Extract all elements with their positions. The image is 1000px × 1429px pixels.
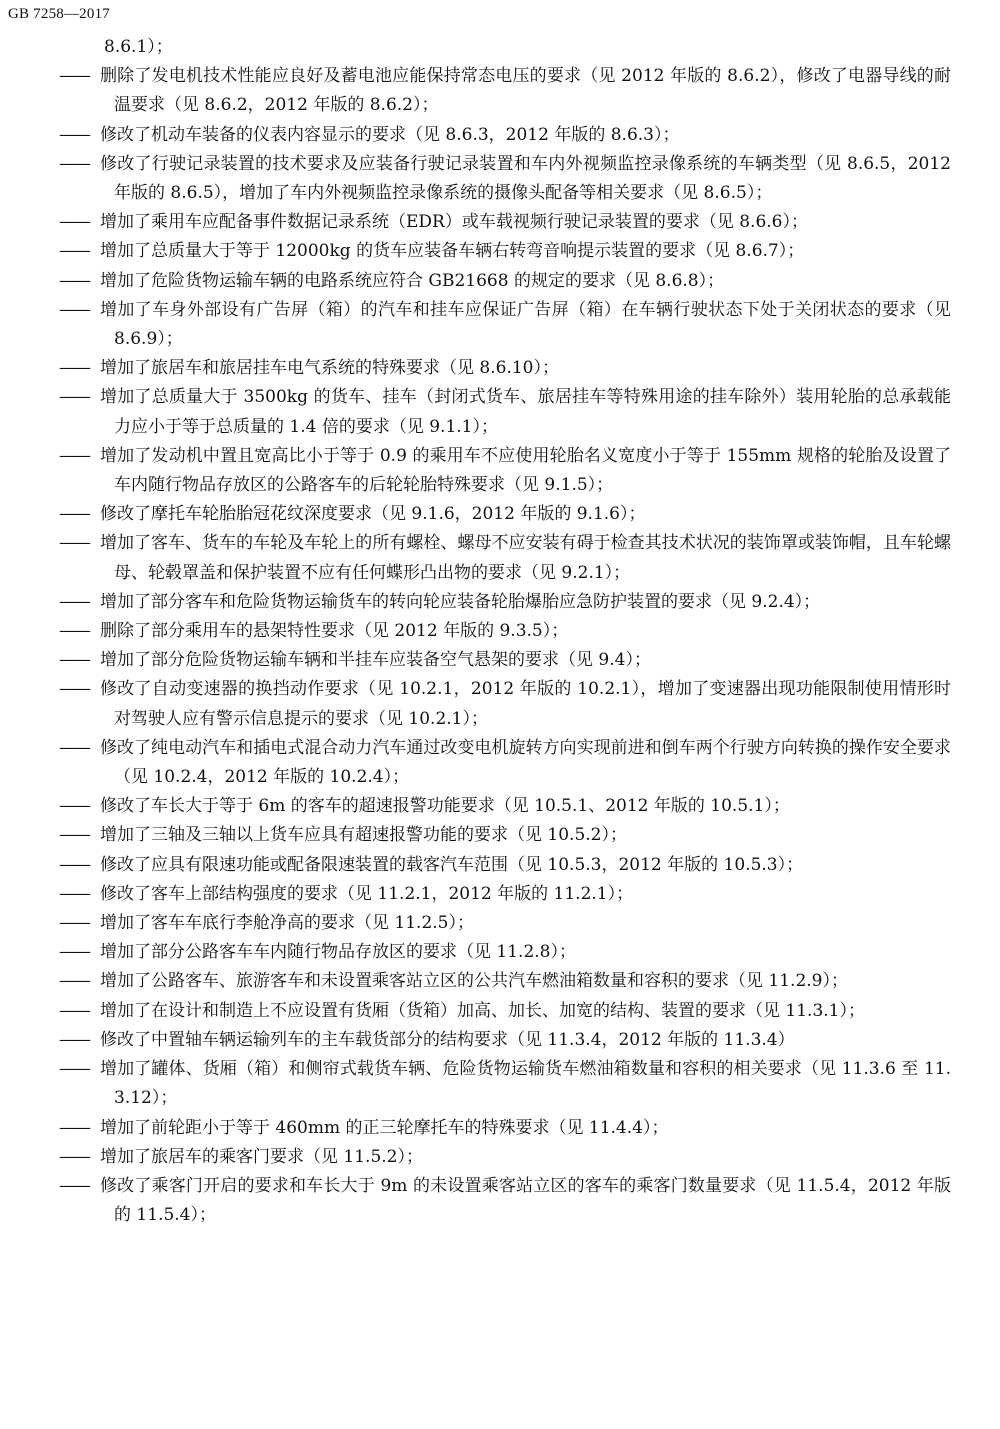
list-item-text: 修改了行驶记录装置的技术要求及应装备行驶记录装置和车内外视频监控录像系统的车辆类型（见 8.6.5，2012 年版的 8.6.5），增加了车内外视频监控录像系统的摄像头配备等相关要求（见 8.6.5）； xyxy=(100,153,951,203)
list-item-text: 增加了总质量大于 3500kg 的货车、挂车（封闭式货车、旅居挂车等特殊用途的挂车除外）装用轮胎的总承载能力应小于等于总质量的 1.4 倍的要求（见 9.1.1）； xyxy=(100,387,951,437)
list-item-text: 修改了机动车装备的仪表内容显示的要求（见 8.6.3，2012 年版的 8.6.3）； xyxy=(100,124,680,145)
list-bullet-dash: —— xyxy=(59,533,89,554)
list-item xyxy=(0,1143,1000,1172)
list-bullet-dash: —— xyxy=(59,825,89,846)
list-item-text: 修改了自动变速器的换挡动作要求（见 10.2.1，2012 年版的 10.2.1），增加了变速器出现功能限制使用情形时对驾驶人应有警示信息提示的要求（见 10.2.1）； xyxy=(100,679,951,729)
list-item xyxy=(0,675,1000,733)
list-item-text: 增加了部分公路客车车内随行物品存放区的要求（见 11.2.8）； xyxy=(100,942,576,963)
list-item-text: 修改了乘客门开启的要求和车长大于 9m 的未设置乘客站立区的客车的乘客门数量要求（见 11.5.4，2012 年版的 11.5.4）； xyxy=(100,1175,951,1226)
list-item-text: 增加了旅居车和旅居挂车电气系统的特殊要求（见 8.6.10）； xyxy=(100,358,559,379)
list-bullet-dash: —— xyxy=(59,358,89,379)
list-bullet-dash: —— xyxy=(59,66,89,87)
list-bullet-dash: —— xyxy=(59,971,89,992)
list-item xyxy=(0,150,1000,208)
list-bullet-dash: —— xyxy=(59,621,89,642)
list-bullet-dash: —— xyxy=(59,124,89,145)
list-bullet-dash: —— xyxy=(59,679,89,700)
list-item-text: 增加了发动机中置且宽高比小于等于 0.9 的乘用车不应使用轮胎名义宽度小于等于 155mm 规格的轮胎及设置了车内随行物品存放区的公路客车的后轮轮胎特殊要求（见 9.1.5）； xyxy=(100,445,951,496)
list-item xyxy=(0,442,1000,500)
list-bullet-dash: —— xyxy=(59,299,89,320)
list-item xyxy=(0,500,1000,529)
list-item-text: 增加了在设计和制造上不应设置有货厢（货箱）加高、加长、加宽的结构、装置的要求（见 11.3.1）； xyxy=(100,1000,865,1021)
list-item xyxy=(0,354,1000,383)
list-bullet-dash: —— xyxy=(59,1146,89,1167)
list-bullet-dash: —— xyxy=(59,153,89,174)
list-bullet-dash: —— xyxy=(59,650,89,671)
list-item xyxy=(0,1114,1000,1143)
list-item xyxy=(0,880,1000,909)
list-item xyxy=(0,1055,1000,1113)
list-bullet-dash: —— xyxy=(59,883,89,904)
list-item xyxy=(0,237,1000,266)
list-bullet-dash: —— xyxy=(59,737,89,758)
list-item-text: 增加了部分客车和危险货物运输货车的转向轮应装备轮胎爆胎应急防护装置的要求（见 9.2.4）； xyxy=(100,591,821,612)
list-item-text: 修改了纯电动汽车和插电式混合动力汽车通过改变电机旋转方向实现前进和倒车两个行驶方向转换的操作安全要求（见 10.2.4，2012 年版的 10.2.4）； xyxy=(100,737,951,788)
list-item xyxy=(0,792,1000,821)
list-bullet-dash: —— xyxy=(59,1117,89,1138)
list-item xyxy=(0,1026,1000,1055)
list-bullet-dash: —— xyxy=(59,1000,89,1021)
list-item xyxy=(0,967,1000,996)
list-item xyxy=(0,296,1000,354)
list-item-text: 增加了部分危险货物运输车辆和半挂车应装备空气悬架的要求（见 9.4）； xyxy=(100,650,651,671)
list-item xyxy=(0,208,1000,237)
list-bullet-dash: —— xyxy=(59,796,89,817)
list-bullet-dash: —— xyxy=(59,387,89,408)
list-item-text: 增加了旅居车的乘客门要求（见 11.5.2）； xyxy=(100,1146,423,1167)
list-item xyxy=(0,646,1000,675)
list-item-text: 删除了部分乘用车的悬架特性要求（见 2012 年版的 9.3.5）； xyxy=(100,621,569,642)
list-item-text: 增加了乘用车应配备事件数据记录系统（EDR）或车载视频行驶记录装置的要求（见 8.6.6）； xyxy=(100,212,808,233)
list-item-text: 增加了公路客车、旅游客车和未设置乘客站立区的公共汽车燃油箱数量和容积的要求（见 11.2.9）； xyxy=(100,971,848,992)
continuation-line: 8.6.1）； xyxy=(104,37,173,57)
list-item xyxy=(0,821,1000,850)
list-bullet-dash: —— xyxy=(59,1029,89,1050)
list-item xyxy=(0,62,1000,120)
list-item-text: 修改了车长大于等于 6m 的客车的超速报警功能要求（见 10.5.1、2012 年版的 10.5.1）； xyxy=(100,796,790,817)
list-item xyxy=(0,121,1000,150)
list-bullet-dash: —— xyxy=(59,241,89,262)
list-item xyxy=(0,997,1000,1026)
list-item-text: 增加了前轮距小于等于 460mm 的正三轮摩托车的特殊要求（见 11.4.4）； xyxy=(100,1117,669,1138)
list-item xyxy=(0,734,1000,792)
list-item-text: 修改了客车上部结构强度的要求（见 11.2.1，2012 年版的 11.2.1）； xyxy=(100,883,634,904)
list-item xyxy=(0,851,1000,880)
list-item xyxy=(0,267,1000,296)
list-item-text: 增加了客车车底行李舱净高的要求（见 11.2.5）； xyxy=(100,913,474,934)
list-bullet-dash: —— xyxy=(59,445,89,466)
standard-code-header: GB 7258—2017 xyxy=(8,6,110,22)
list-item xyxy=(0,1172,1000,1230)
list-bullet-dash: —— xyxy=(59,504,89,525)
list-bullet-dash: —— xyxy=(59,591,89,612)
page-body xyxy=(0,33,1000,1230)
change-list xyxy=(0,62,1000,1230)
list-bullet-dash: —— xyxy=(59,1059,89,1080)
list-bullet-dash: —— xyxy=(59,270,89,291)
list-item xyxy=(0,909,1000,938)
list-item-text: 修改了摩托车轮胎胎冠花纹深度要求（见 9.1.6，2012 年版的 9.1.6）； xyxy=(100,504,646,525)
list-bullet-dash: —— xyxy=(59,1175,89,1196)
list-item xyxy=(0,588,1000,617)
list-item xyxy=(0,617,1000,646)
list-item-text: 增加了罐体、货厢（箱）和侧帘式载货车辆、危险货物运输货车燃油箱数量和容积的相关要求（见 11.3.6 至 11.3.12）； xyxy=(100,1059,951,1109)
list-item-text: 增加了总质量大于等于 12000kg 的货车应装备车辆右转弯音响提示装置的要求（见 8.6.7）； xyxy=(100,241,805,262)
list-item-text: 增加了三轴及三轴以上货车应具有超速报警功能的要求（见 10.5.2）； xyxy=(100,825,627,846)
list-item-text: 增加了危险货物运输车辆的电路系统应符合 GB21668 的规定的要求（见 8.6.8）； xyxy=(100,270,725,291)
list-item-text: 删除了发电机技术性能应良好及蓄电池应能保持常态电压的要求（见 2012 年版的 8.6.2），修改了电器导线的耐温要求（见 8.6.2，2012 年版的 8.6.2）； xyxy=(100,66,951,116)
list-item xyxy=(0,529,1000,587)
list-item-text: 修改了应具有限速功能或配备限速装置的载客汽车范围（见 10.5.3，2012 年版的 10.5.3）； xyxy=(100,854,804,875)
list-bullet-dash: —— xyxy=(59,942,89,963)
list-item-text: 增加了车身外部设有广告屏（箱）的汽车和挂车应保证广告屏（箱）在车辆行驶状态下处于关闭状态的要求（见 8.6.9）； xyxy=(100,299,951,350)
list-bullet-dash: —— xyxy=(59,913,89,934)
list-item xyxy=(0,938,1000,967)
list-bullet-dash: —— xyxy=(59,212,89,233)
list-item xyxy=(0,383,1000,441)
list-item-text: 增加了客车、货车的车轮及车轮上的所有螺栓、螺母不应安装有碍于检查其技术状况的装饰罩或装饰帽，且车轮螺母、轮毂罩盖和保护装置不应有任何蝶形凸出物的要求（见 9.2.1）； xyxy=(100,533,951,583)
list-bullet-dash: —— xyxy=(59,854,89,875)
list-item-text: 修改了中置轴车辆运输列车的主车载货部分的结构要求（见 11.3.4，2012 年版的 11.3.4） xyxy=(100,1029,795,1050)
